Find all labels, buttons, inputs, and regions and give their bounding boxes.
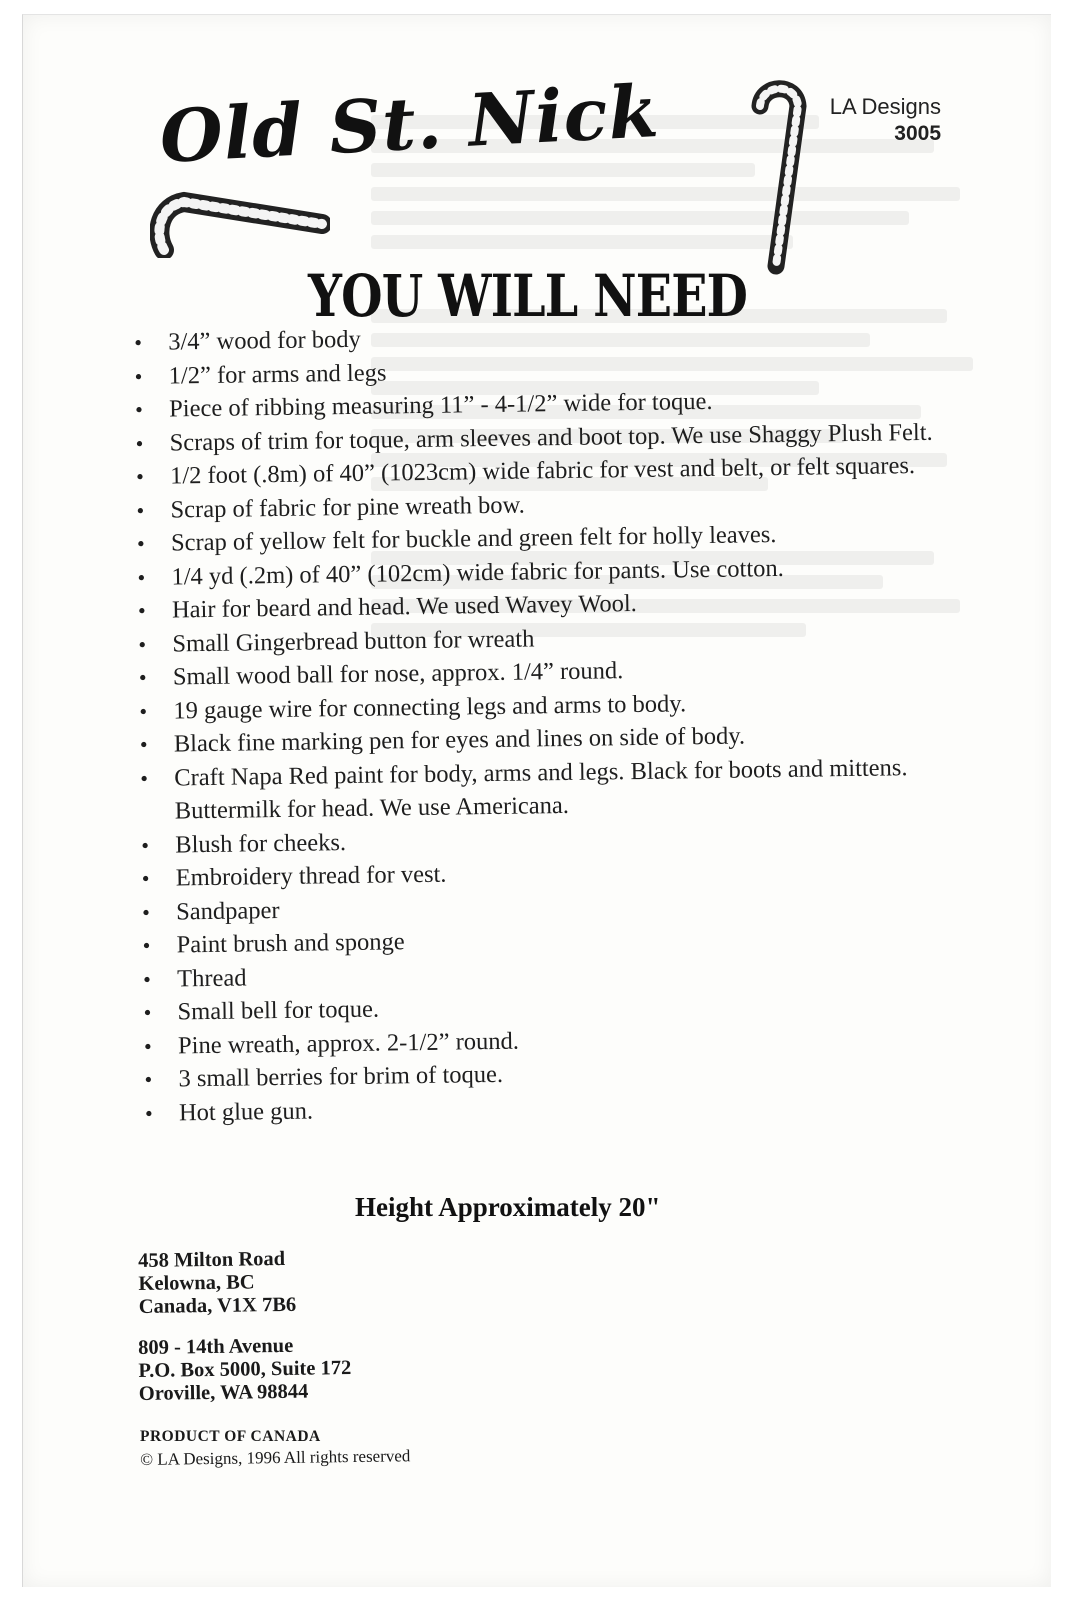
- list-item: • 1/4 yd (.2m) of 40” (102cm) wide fabric for pants. Use cotton.: [135, 549, 935, 594]
- pattern-number: 3005: [894, 121, 941, 145]
- list-item: • 1/2” for arms and legs: [132, 348, 932, 393]
- bullet-icon: •: [143, 1033, 152, 1059]
- address-line: P.O. Box 5000, Suite 172: [138, 1357, 352, 1382]
- list-item: • 3/4” wood for body: [132, 315, 932, 360]
- list-item: • 3 small berries for brim of toque.: [142, 1052, 942, 1097]
- list-item: • Small Gingerbread button for wreath: [136, 616, 936, 661]
- address-line: Oroville, WA 98844: [138, 1380, 309, 1405]
- bullet-icon: •: [141, 832, 150, 858]
- materials-list: [132, 315, 943, 1130]
- address-line: Kelowna, BC: [138, 1271, 255, 1295]
- usa-address: [138, 1334, 352, 1406]
- bullet-icon: •: [144, 1066, 153, 1092]
- product-origin: PRODUCT OF CANADA: [140, 1428, 321, 1445]
- list-item: • Thread: [141, 951, 941, 996]
- bullet-icon: •: [135, 430, 144, 456]
- pattern-title: Old St. Nick: [157, 67, 662, 179]
- address-line: Canada, V1X 7B6: [138, 1293, 297, 1318]
- list-item: • Piece of ribbing measuring 11” - 4-1/2” wide for toque.: [133, 382, 933, 427]
- bullet-icon: •: [137, 564, 146, 590]
- bullet-icon: •: [141, 865, 150, 891]
- list-item: • Small wood ball for nose, approx. 1/4” round.: [137, 650, 937, 695]
- section-heading: YOU WILL NEED: [308, 262, 748, 330]
- list-item: • 19 gauge wire for connecting legs and arms to body.: [137, 683, 937, 728]
- bullet-icon: •: [144, 1100, 153, 1126]
- bullet-icon: •: [143, 999, 152, 1025]
- list-item: • Black fine marking pen for eyes and lines on side of body.: [138, 717, 938, 762]
- copyright-notice: © LA Designs, 1996 All rights reserved: [140, 1446, 411, 1469]
- bullet-icon: •: [135, 463, 144, 489]
- bullet-icon: •: [136, 497, 145, 523]
- list-item: • Hot glue gun.: [143, 1085, 943, 1130]
- list-item: • Blush for cheeks.: [139, 817, 939, 862]
- bullet-icon: •: [136, 530, 145, 556]
- list-item: • Scrap of fabric for pine wreath bow.: [134, 482, 934, 527]
- list-item: • Scraps of trim for toque, arm sleeves and boot top. We use Shaggy Plush Felt.: [133, 415, 933, 460]
- bullet-icon: •: [138, 664, 147, 690]
- address-line: 809 - 14th Avenue: [138, 1334, 294, 1359]
- bullet-icon: •: [134, 396, 144, 422]
- list-item: • Hair for beard and head. We used Wavey Wool.: [136, 583, 936, 628]
- bullet-icon: •: [139, 698, 148, 724]
- bullet-icon: •: [138, 631, 147, 657]
- canada-address: [138, 1248, 296, 1319]
- bullet-icon: •: [142, 932, 151, 958]
- list-item: • Craft Napa Red paint for body, arms and legs. Black for boots and mittens. Buttermilk for head. We use Americana.: [140, 753, 908, 825]
- list-item: • Small bell for toque.: [141, 985, 941, 1030]
- brand-block: [830, 93, 941, 147]
- bullet-icon: •: [137, 597, 146, 623]
- list-item: • Paint brush and sponge: [140, 918, 940, 963]
- list-item: • Scrap of yellow felt for buckle and green felt for holly leaves.: [135, 516, 935, 561]
- bullet-icon: •: [134, 329, 143, 355]
- list-item: • Embroidery thread for vest.: [139, 851, 939, 896]
- candy-cane-icon: [150, 188, 330, 258]
- height-note: Height Approximately 20": [355, 1192, 661, 1222]
- bullet-icon: •: [142, 966, 151, 992]
- bullet-icon: •: [142, 899, 151, 925]
- list-item: • Pine wreath, approx. 2-1/2” round.: [142, 1018, 942, 1063]
- list-item: • 1/2 foot (.8m) of 40” (1023cm) wide fabric for vest and belt, or felt squares.: [134, 449, 934, 494]
- candy-cane-icon: [748, 76, 808, 276]
- bullet-icon: •: [139, 731, 148, 757]
- address-line: 458 Milton Road: [138, 1247, 286, 1272]
- company-name: LA Designs: [829, 94, 941, 119]
- bullet-icon: •: [134, 363, 143, 389]
- bullet-icon: •: [140, 765, 149, 791]
- list-item: • Sandpaper: [140, 884, 940, 929]
